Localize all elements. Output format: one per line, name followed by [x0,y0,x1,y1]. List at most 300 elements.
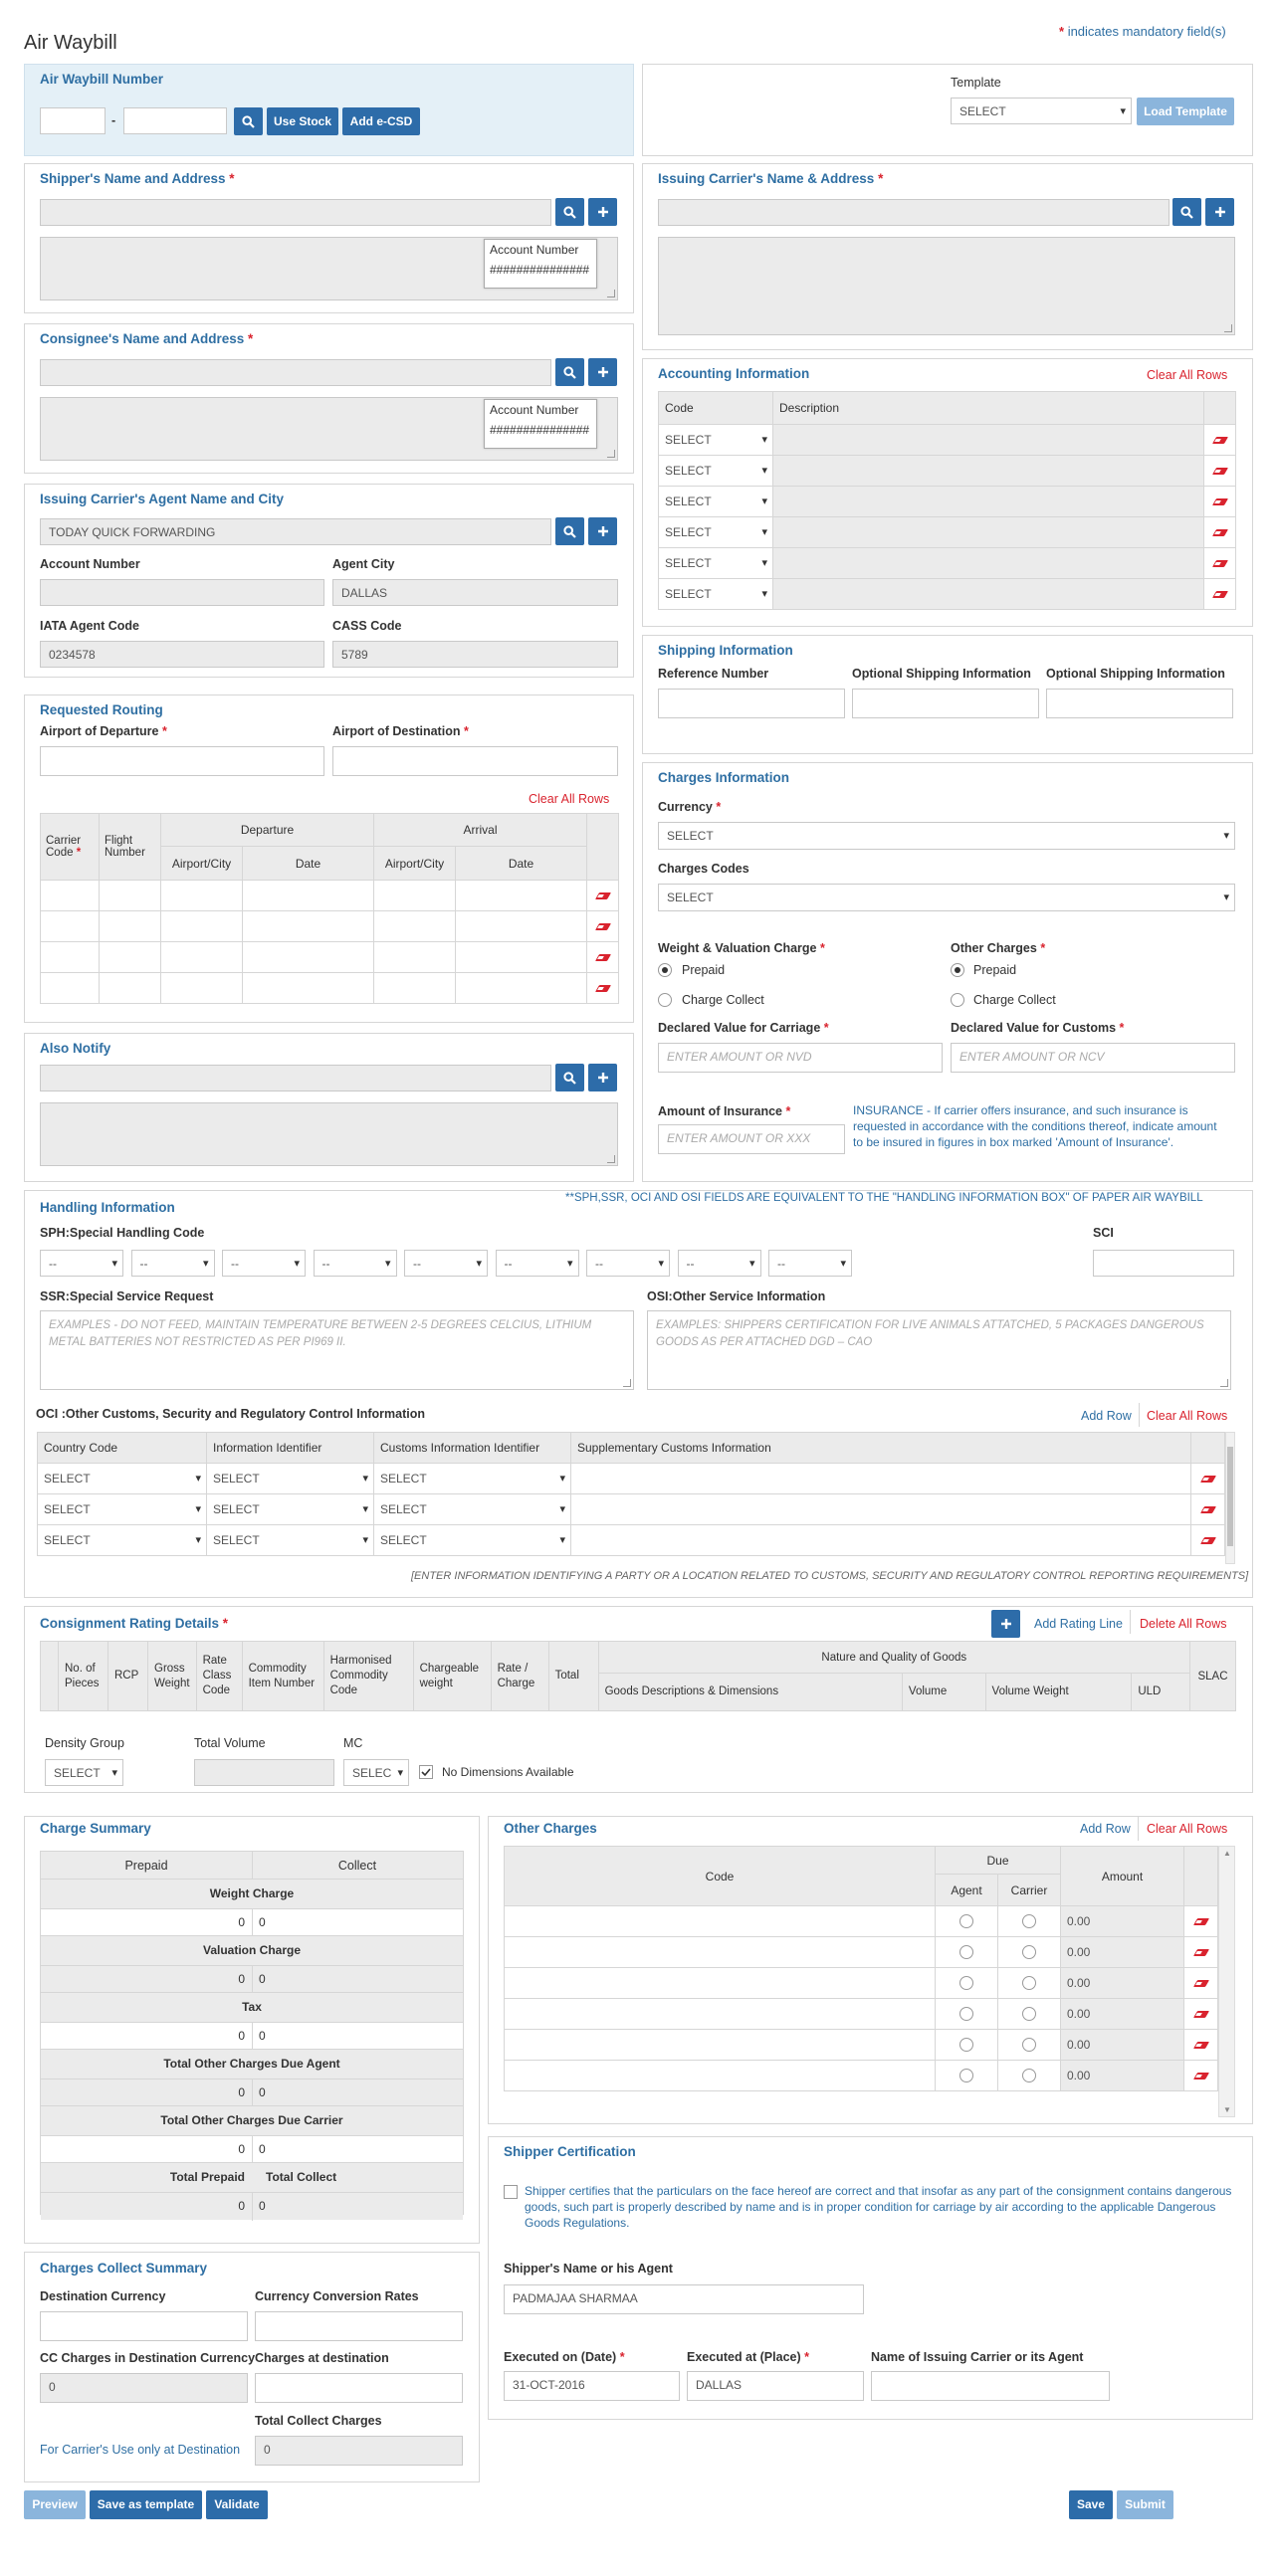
sci-input[interactable] [1093,1250,1234,1277]
oc-carrier-header: Carrier [998,1875,1061,1906]
carrier-radio[interactable] [1022,2038,1036,2052]
cs-row-values [41,1908,463,1936]
arrival-header: Arrival [374,814,587,847]
description-cell[interactable] [773,579,1204,610]
supplementary-info-cell[interactable] [571,1464,1191,1494]
oc-agent-radio-cell[interactable] [936,1937,998,1968]
departure-date-header: Date [243,847,374,881]
eraser-icon [1211,529,1227,536]
sph-select[interactable]: -- ▾ [131,1250,215,1277]
supplementary-info-cell[interactable] [571,1525,1191,1556]
issuing-carrier-agent-input[interactable] [871,2371,1110,2401]
delete-row-button[interactable] [1204,425,1236,456]
other-collect-label: Charge Collect [973,993,1056,1007]
other-charge-row [505,2030,1218,2061]
oc-agent-radio-cell[interactable] [936,2030,998,2061]
flight-number-cell[interactable] [100,942,161,973]
customs-identifier-select[interactable] [374,1464,571,1494]
oci-scrollbar-thumb[interactable] [1227,1447,1233,1546]
oci-clear-link[interactable]: Clear All Rows [1147,1409,1228,1423]
oc-scrollbar[interactable] [1218,1846,1235,2117]
eraser-icon [1199,1537,1215,1544]
cs-prepaid-value: 0 [238,1972,245,1986]
destination-airport-input[interactable] [332,746,618,776]
notify-add-button[interactable] [588,1064,617,1091]
total-volume-input[interactable] [194,1759,334,1786]
oc-scroll-up-icon[interactable]: ▲ [1223,1849,1231,1858]
supplementary-info-cell[interactable] [571,1494,1191,1525]
eraser-icon [594,923,610,930]
cass-code-input[interactable]: 5789 [332,641,618,668]
customs-value-label: Declared Value for Customs * [951,1021,1125,1035]
resize-handle[interactable] [1224,324,1232,332]
template-select[interactable]: SELECT ▾ [951,98,1132,124]
resize-handle[interactable] [607,450,615,458]
conversion-rates-input[interactable] [255,2311,463,2341]
accounting-clear-link[interactable]: Clear All Rows [1147,368,1228,382]
density-group-label: Density Group [45,1736,124,1750]
oc-agent-header: Agent [936,1875,998,1906]
resize-handle[interactable] [607,290,615,297]
cc-charges-input[interactable]: 0 [40,2373,248,2403]
sph-select[interactable]: -- ▾ [222,1250,306,1277]
departure-date-cell[interactable] [243,911,374,942]
select-value: SELECT [213,1502,260,1516]
osi-textarea[interactable]: EXAMPLES: SHIPPERS CERTIFICATION FOR LIVE ANIMALS ATTATCHED, 5 PACKAGES DANGEROUS GOODS AS PER ATTACHED DGD – CAO [647,1310,1231,1390]
departure-city-cell[interactable] [161,911,243,942]
sph-select[interactable]: -- ▾ [586,1250,670,1277]
shipper-account-box[interactable] [484,239,597,289]
delete-row-button[interactable] [587,942,619,973]
code-select[interactable]: SELECT ▾ [659,579,773,610]
chevron-down-icon: ▾ [761,465,767,477]
other-charge-row [505,1906,1218,1937]
cs-collect-value: 0 [259,1972,266,1986]
resize-handle[interactable] [1220,1379,1228,1387]
total-collect-value: 0 [259,2199,266,2213]
awb-number-input[interactable] [123,107,227,134]
info-identifier-select[interactable] [207,1494,374,1525]
eraser-icon [594,985,610,992]
plus-icon [597,206,609,218]
description-cell[interactable] [773,487,1204,517]
oc-due-header: Due [936,1847,1061,1875]
save-button[interactable]: Save [1069,2490,1113,2519]
oc-carrier-radio-cell[interactable] [998,1906,1061,1937]
oc-carrier-radio-cell[interactable] [998,2061,1061,2091]
total-prepaid-label: Total Prepaid [169,2170,245,2184]
country-code-select[interactable] [38,1525,207,1556]
delete-row-button[interactable] [1204,579,1236,610]
sph-select[interactable]: -- ▾ [40,1250,123,1277]
sph-select[interactable]: -- ▾ [404,1250,488,1277]
wv-prepaid-label: Prepaid [682,963,726,977]
eraser-icon [1192,2073,1208,2080]
chevron-down-icon: ▾ [195,1473,201,1485]
cs-totals-label [41,2163,463,2192]
arrival-date-cell[interactable] [456,973,587,1004]
carrier-radio[interactable] [1022,1914,1036,1928]
carrier-code-cell[interactable] [41,881,100,911]
charges-codes-select[interactable]: SELECT ▾ [658,884,1235,911]
carrier-radio[interactable] [1022,1976,1036,1990]
delete-row-button[interactable] [587,881,619,911]
delete-row-button[interactable] [587,911,619,942]
country-code-select[interactable] [38,1464,207,1494]
delete-row-button[interactable] [1204,517,1236,548]
oc-agent-radio-cell[interactable] [936,1999,998,2030]
currency-select[interactable]: SELECT ▾ [658,822,1235,850]
mc-select[interactable]: SELEC ▾ [343,1759,409,1786]
oc-clear-link[interactable]: Clear All Rows [1147,1822,1228,1836]
issuing-carrier-address-textarea[interactable] [658,237,1235,335]
cs-prepaid-value: 0 [238,2085,245,2099]
oc-code-header: Code [505,1847,936,1906]
executed-place-input[interactable]: DALLAS [687,2371,864,2401]
oc-code-cell[interactable] [505,1999,936,2030]
delete-row-button[interactable] [1191,1525,1225,1556]
oc-carrier-radio-cell[interactable] [998,1999,1061,2030]
nature-quality-header: Nature and Quality of Goods [598,1642,1189,1674]
sph-select[interactable]: -- ▾ [496,1250,579,1277]
consignee-name-input[interactable] [40,359,551,386]
routing-action-header [587,814,619,881]
departure-date-cell[interactable] [243,881,374,911]
carrier-radio[interactable] [1022,1945,1036,1959]
oc-amount-cell[interactable]: 0.00 [1061,1937,1184,1968]
use-stock-button[interactable]: Use Stock [267,107,338,135]
oci-row [38,1525,1225,1556]
cs-collect-value: 0 [259,2085,266,2099]
oc-amount-cell[interactable]: 0.00 [1061,1999,1184,2030]
issuing-carrier-agent-label: Name of Issuing Carrier or its Agent [871,2350,1084,2364]
departure-city-cell[interactable] [161,942,243,973]
customs-identifier-select[interactable] [374,1525,571,1556]
load-template-button[interactable]: Load Template [1137,98,1234,125]
delete-row-button[interactable] [1184,1906,1218,1937]
oc-code-cell[interactable] [505,1906,936,1937]
carrier-code-cell[interactable] [41,973,100,1004]
oc-carrier-radio-cell[interactable] [998,1968,1061,1999]
add-ecsd-button[interactable]: Add e-CSD [342,107,420,135]
cs-prepaid-header: Prepaid [124,1859,168,1873]
arrival-city-cell[interactable] [374,911,456,942]
cs-collect-value: 0 [259,2142,266,2156]
shipper-search-button[interactable] [555,198,584,226]
arrival-city-cell[interactable] [374,973,456,1004]
oci-row [38,1464,1225,1494]
delete-row-button[interactable] [587,973,619,1004]
oc-code-cell[interactable] [505,1937,936,1968]
accounting-row [659,456,1236,487]
reference-number-input[interactable] [658,689,845,718]
chevron-down-icon: ▾ [559,1534,565,1546]
select-value: SELECT [380,1472,427,1486]
carrier-code-cell[interactable] [41,942,100,973]
delete-row-button[interactable] [1184,1999,1218,2030]
optional-shipping-input-1[interactable] [852,689,1039,718]
routing-title: Requested Routing [40,702,163,717]
agent-radio[interactable] [959,2007,973,2021]
rating-header: Rate Class Code [196,1642,242,1711]
flight-number-cell[interactable] [100,881,161,911]
code-select[interactable]: SELECT ▾ [659,425,773,456]
oc-amount-cell[interactable]: 0.00 [1061,1968,1184,1999]
customs-value-input[interactable]: ENTER AMOUNT OR NCV [951,1043,1235,1073]
issuing-carrier-title: Issuing Carrier's Name & Address * [658,171,884,186]
consignee-search-button[interactable] [555,358,584,386]
handling-title: Handling Information [40,1200,175,1215]
departure-airport-input[interactable] [40,746,324,776]
oc-amount-cell[interactable]: 0.00 [1061,2030,1184,2061]
oci-row [38,1494,1225,1525]
departure-city-cell[interactable] [161,881,243,911]
rating-header: No. of Pieces [59,1642,108,1711]
carriage-value-input[interactable]: ENTER AMOUNT OR NVD [658,1043,943,1073]
conversion-rates-label: Currency Conversion Rates [255,2289,419,2303]
departure-city-header: Airport/City [161,847,243,881]
departure-city-cell[interactable] [161,973,243,1004]
destination-currency-input[interactable] [40,2311,248,2341]
plus-icon [597,525,609,537]
arrival-date-cell[interactable] [456,911,587,942]
description-header: Description [773,392,1204,425]
wv-collect-radio[interactable] [658,993,672,1007]
shipper-name-input[interactable] [40,199,551,226]
cs-row-values [41,2079,463,2106]
routing-clear-link[interactable]: Clear All Rows [529,792,610,806]
carrier-use-label: For Carrier's Use only at Destination [40,2443,241,2457]
ssr-textarea[interactable]: EXAMPLES - DO NOT FEED, MAINTAIN TEMPERATURE BETWEEN 2-5 DEGREES CELCIUS, LITHIUM METAL BATTERIES NOT RESTRICTED AS PER PI969 II. [40,1310,634,1390]
oc-code-cell[interactable] [505,1968,936,1999]
chevron-down-icon: ▾ [195,1534,201,1546]
arrival-date-cell[interactable] [456,942,587,973]
iata-code-input[interactable]: 0234578 [40,641,324,668]
resize-handle[interactable] [607,1155,615,1163]
awb-search-button[interactable] [234,107,263,135]
chevron-down-icon: ▾ [362,1473,368,1485]
sph-select[interactable]: -- ▾ [768,1250,852,1277]
agent-radio[interactable] [959,1976,973,1990]
checkmark-icon [420,1766,432,1778]
other-charges-label: Other Charges * [951,941,1046,955]
oc-scroll-down-icon[interactable]: ▼ [1223,2105,1231,2114]
oc-carrier-radio-cell[interactable] [998,2030,1061,2061]
cs-row-label: Weight Charge [41,1880,463,1908]
awb-dash: - [111,113,116,127]
agent-account-input[interactable] [40,579,324,606]
delete-row-button[interactable] [1184,1937,1218,1968]
info-identifier-select[interactable] [207,1525,374,1556]
delete-row-button[interactable] [1204,456,1236,487]
code-select[interactable]: SELECT ▾ [659,548,773,579]
carrier-radio[interactable] [1022,2069,1036,2082]
rating-header: Harmonised Commodity Code [323,1642,413,1711]
notify-name-input[interactable] [40,1065,551,1091]
oc-add-row-link[interactable]: Add Row [1080,1822,1131,1836]
agent-radio[interactable] [959,1945,973,1959]
weight-valuation-label: Weight & Valuation Charge * [658,941,825,955]
cs-collect-value: 0 [259,1915,266,1929]
oc-carrier-radio-cell[interactable] [998,1937,1061,1968]
cs-divider [252,2193,253,2221]
code-select[interactable]: SELECT ▾ [659,456,773,487]
cs-divider [252,2080,253,2107]
charges-at-destination-input[interactable] [255,2373,463,2403]
agent-radio[interactable] [959,2069,973,2082]
routing-row [41,881,619,911]
rating-select-header [41,1642,59,1711]
destination-airport-label: Airport of Destination * [332,724,469,738]
consignee-add-button[interactable] [588,358,617,386]
agent-add-button[interactable] [588,517,617,545]
agent-title: Issuing Carrier's Agent Name and City [40,492,285,506]
arrival-city-cell[interactable] [374,881,456,911]
select-value: SELECT [380,1502,427,1516]
chevron-down-icon: ▾ [559,1503,565,1515]
oc-amount-cell[interactable]: 0.00 [1061,2061,1184,2091]
agent-radio[interactable] [959,1914,973,1928]
resize-handle[interactable] [623,1379,631,1387]
carrier-code-cell[interactable] [41,911,100,942]
delete-row-button[interactable] [1184,2061,1218,2091]
agent-radio[interactable] [959,2038,973,2052]
chevron-down-icon: ▾ [761,557,767,569]
delete-row-button[interactable] [1191,1494,1225,1525]
wv-collect-label: Charge Collect [682,993,764,1007]
departure-date-cell[interactable] [243,973,374,1004]
departure-airport-label: Airport of Departure * [40,724,167,738]
info-identifier-header: Information Identifier [207,1433,374,1464]
cs-row-values [41,2022,463,2050]
charges-info-title: Charges Information [658,770,790,785]
issuing-carrier-name-input[interactable] [658,199,1170,226]
select-value: SELECT [213,1533,260,1547]
other-prepaid-label: Prepaid [973,963,1017,977]
nature-sub-header: ULD [1132,1674,1190,1711]
plus-icon [1000,1618,1012,1630]
nature-sub-header: Goods Descriptions & Dimensions [598,1674,902,1711]
cs-divider [252,1966,253,1994]
delete-row-button[interactable] [1191,1464,1225,1494]
delete-row-button[interactable] [1184,2030,1218,2061]
accounting-row [659,579,1236,610]
oc-agent-radio-cell[interactable] [936,2061,998,2091]
charges-codes-label: Charges Codes [658,862,749,876]
oci-add-row-link[interactable]: Add Row [1081,1409,1132,1423]
description-cell[interactable] [773,456,1204,487]
handling-note: **SPH,SSR, OCI AND OSI FIELDS ARE EQUIVALENT TO THE "HANDLING INFORMATION BOX" OF PAPER AIR WAYBILL [565,1192,1203,1204]
code-select[interactable]: SELECT ▾ [659,487,773,517]
shipper-agent-name-input[interactable]: PADMAJAA SHARMAA [504,2284,864,2314]
oc-agent-radio-cell[interactable] [936,1906,998,1937]
save-as-template-button[interactable]: Save as template [90,2490,202,2519]
delete-row-button[interactable] [1204,487,1236,517]
departure-date-cell[interactable] [243,942,374,973]
delete-row-button[interactable] [1204,548,1236,579]
executed-date-input[interactable]: 31-OCT-2016 [504,2371,680,2401]
arrival-date-cell[interactable] [456,881,587,911]
preview-button[interactable]: Preview [24,2490,86,2519]
eraser-icon [1199,1476,1215,1483]
consignee-account-box[interactable] [484,399,597,449]
country-code-select[interactable] [38,1494,207,1525]
customs-identifier-select[interactable] [374,1494,571,1525]
agent-city-input[interactable]: DALLAS [332,579,618,606]
accounting-row [659,517,1236,548]
rating-header: Commodity Item Number [242,1642,323,1711]
optional-shipping-input-2[interactable] [1046,689,1233,718]
submit-button[interactable]: Submit [1117,2490,1173,2519]
mandatory-note: * indicates mandatory field(s) [1059,24,1226,39]
other-charges-table [504,1846,1218,2091]
description-cell[interactable] [773,517,1204,548]
agent-name-input[interactable]: TODAY QUICK FORWARDING [40,518,551,545]
issuing-carrier-search-button[interactable] [1172,198,1201,226]
delete-all-rows-link[interactable]: Delete All Rows [1140,1617,1227,1631]
validate-button[interactable]: Validate [206,2490,268,2519]
agent-search-button[interactable] [555,517,584,545]
flight-number-cell[interactable] [100,973,161,1004]
add-rating-button[interactable] [991,1610,1020,1638]
info-identifier-select[interactable] [207,1464,374,1494]
arrival-city-header: Airport/City [374,847,456,881]
sph-label: SPH:Special Handling Code [40,1226,205,1240]
cs-row-label: Valuation Charge [41,1936,463,1965]
country-code-header: Country Code [38,1433,207,1464]
wv-prepaid-radio[interactable] [658,963,672,977]
awb-prefix-input[interactable] [40,107,106,134]
code-select[interactable]: SELECT ▾ [659,517,773,548]
description-cell[interactable] [773,548,1204,579]
shipper-add-button[interactable] [588,198,617,226]
oc-agent-radio-cell[interactable] [936,1968,998,1999]
certification-checkbox[interactable] [504,2185,518,2199]
template-label: Template [951,76,1001,90]
total-prepaid-value: 0 [238,2199,245,2213]
oc-code-cell[interactable] [505,2061,936,2091]
notify-search-button[interactable] [555,1064,584,1091]
insurance-input[interactable]: ENTER AMOUNT OR XXX [658,1124,845,1154]
other-prepaid-radio[interactable] [951,963,964,977]
oci-scrollbar[interactable] [1225,1432,1235,1564]
flight-number-cell[interactable] [100,911,161,942]
density-group-select[interactable]: SELECT ▾ [45,1759,123,1786]
cs-row-label: Tax [41,1993,463,2022]
total-collect-charges-input[interactable]: 0 [255,2436,463,2466]
add-rating-line-link[interactable]: Add Rating Line [1034,1617,1123,1631]
description-cell[interactable] [773,425,1204,456]
oc-amount-cell[interactable]: 0.00 [1061,1906,1184,1937]
notify-address-textarea[interactable] [40,1102,618,1166]
issuing-carrier-add-button[interactable] [1205,198,1234,226]
no-dimensions-checkbox[interactable] [419,1765,433,1779]
sph-select[interactable]: -- ▾ [314,1250,397,1277]
sph-select[interactable]: -- ▾ [678,1250,761,1277]
arrival-city-cell[interactable] [374,942,456,973]
cs-row-values [41,2135,463,2163]
executed-date-label: Executed on (Date) * [504,2350,625,2364]
other-collect-radio[interactable] [951,993,964,1007]
oci-table [37,1432,1225,1556]
link-divider [1138,1817,1139,1841]
carriage-value-label: Declared Value for Carriage * [658,1021,829,1035]
delete-row-button[interactable] [1184,1968,1218,1999]
sci-label: SCI [1093,1226,1114,1240]
oc-code-cell[interactable] [505,2030,936,2061]
chevron-down-icon: ▾ [195,1503,201,1515]
carrier-radio[interactable] [1022,2007,1036,2021]
